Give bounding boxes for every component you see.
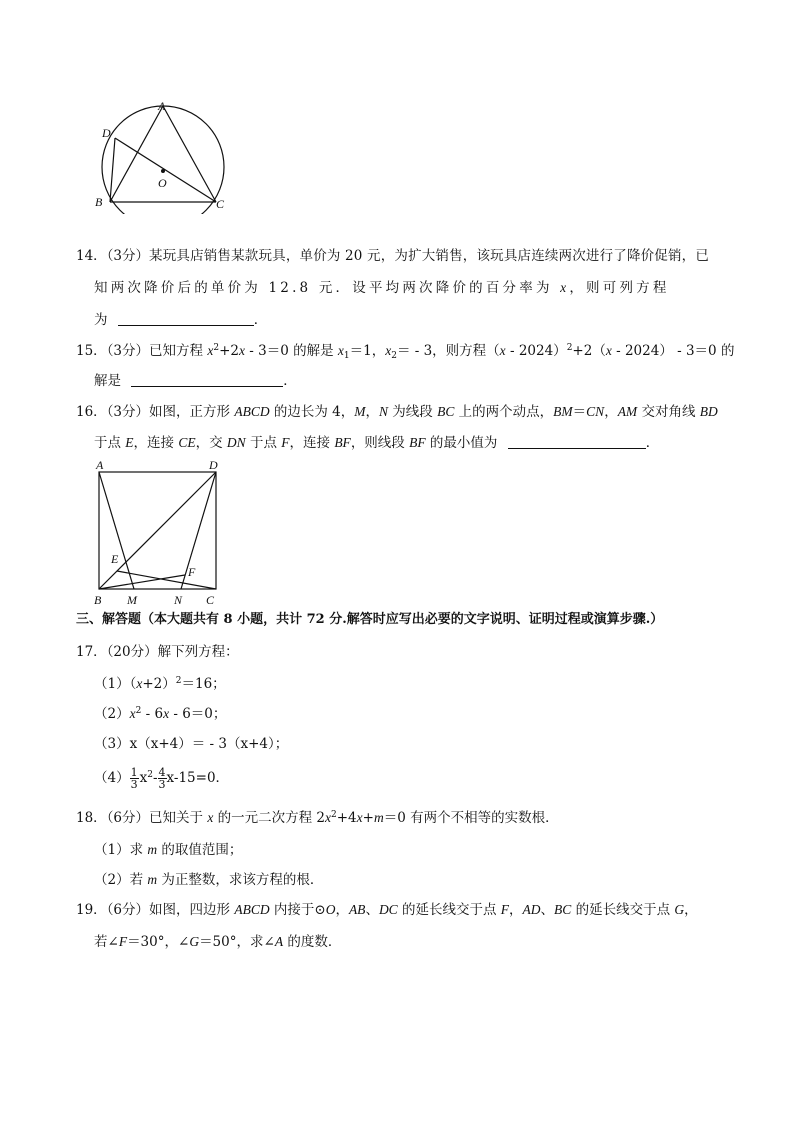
- q18-text: （1）求: [94, 842, 148, 858]
- fraction-denominator: 3: [158, 778, 166, 791]
- q19-text: ，: [335, 902, 349, 918]
- q19-text: 的延长线交于点: [397, 902, 501, 918]
- q17-text: -: [152, 770, 158, 786]
- q15-text: - 2024）: [505, 343, 567, 359]
- q19-var: AD: [522, 902, 541, 917]
- q19-var: G: [189, 934, 200, 949]
- q16-text: 的边长为 4，: [269, 404, 355, 420]
- fraction-numerator: 4: [158, 766, 166, 779]
- q16-var: M: [354, 404, 366, 419]
- q16-var: AM: [617, 404, 638, 419]
- q15-var: x: [385, 343, 392, 358]
- q19-var: DC: [378, 902, 398, 917]
- q19-text: 、: [365, 902, 379, 918]
- q14-line1: [76, 246, 709, 266]
- q18-var: x: [325, 810, 332, 825]
- q15-text: ＝ - 3，则方程（: [396, 343, 500, 359]
- q17-part2: [94, 704, 226, 724]
- q19-number: 19．: [76, 902, 107, 918]
- q14-number: 14．: [76, 248, 107, 264]
- q16-line2: [94, 433, 659, 453]
- q16-text: ，连接: [133, 435, 179, 451]
- q14-text-3: 为: [94, 312, 108, 328]
- q19-text: 的度数．: [283, 934, 342, 950]
- q19-var: BC: [554, 902, 572, 917]
- q18-var: m: [147, 842, 158, 857]
- q18-exp: 2: [331, 810, 337, 820]
- q19-var: F: [500, 902, 510, 917]
- q16-text: 于点: [94, 435, 126, 451]
- q16-text: 如图，正方形: [149, 404, 235, 420]
- q16-answer-blank[interactable]: [508, 434, 646, 449]
- fraction-one-third: [130, 767, 139, 790]
- q16-text: ，连接: [289, 435, 335, 451]
- q19-text: 若∠: [94, 934, 119, 950]
- q19-score: （6分）: [106, 902, 150, 918]
- q16-line1: [76, 402, 718, 422]
- q16-text: ＝: [572, 404, 587, 420]
- label-c: C: [206, 593, 215, 607]
- q17-part1: [94, 674, 226, 694]
- q15-text: - 3＝0 的解是: [244, 343, 338, 359]
- q17-exp: 2: [175, 676, 182, 686]
- fraction-numerator: 1: [130, 766, 138, 779]
- q15-text: ＝1，: [349, 343, 386, 359]
- q15-text: 已知方程: [149, 343, 208, 359]
- q14-line3: [94, 310, 267, 330]
- q17-var: x: [136, 676, 143, 691]
- q19-text: 如图，四边形: [149, 902, 235, 918]
- q16-number: 16．: [76, 404, 107, 420]
- q17-part4: [94, 764, 229, 792]
- label-f: F: [188, 565, 196, 579]
- label-n: N: [174, 593, 183, 607]
- q18-text: ＝0 有两个不相等的实数根．: [383, 810, 559, 826]
- q19-line2: [94, 932, 341, 952]
- q15-text: +2（: [572, 343, 606, 359]
- circle-figure: [88, 96, 236, 214]
- q18-text: （2）若: [94, 872, 148, 888]
- q17-title: 解下列方程：: [157, 644, 239, 660]
- q19-var: A: [274, 934, 284, 949]
- q18-score: （6分）: [106, 810, 150, 826]
- q15-var: x: [207, 343, 214, 358]
- q18-text: 的取值范围；: [157, 842, 243, 858]
- q19-var: ABCD: [234, 902, 270, 917]
- q18-text: 的一元二次方程: [213, 810, 317, 826]
- q16-score: （3分）: [106, 404, 150, 420]
- q15-exp: 2: [213, 343, 220, 353]
- q15-score: （3分）: [106, 343, 150, 359]
- q19-text: 的延长线交于点: [571, 902, 675, 918]
- q16-text: ，交: [195, 435, 227, 451]
- q16-text: 交对角线: [637, 404, 700, 420]
- section-heading: 三、解答题（本大题共有 8 小题，共计 72 分.解答时应写出必要的文字说明、证明过程或演算步骤.）: [76, 612, 664, 627]
- square-figure: [88, 455, 228, 607]
- q16-var: CN: [586, 404, 605, 419]
- q16-var: F: [281, 435, 290, 450]
- q19-text: ＝30°，∠: [127, 934, 190, 950]
- label-o: O: [158, 176, 167, 190]
- q16-var: BC: [437, 404, 455, 419]
- q17-text: - 6＝0；: [169, 706, 227, 722]
- q15-exp: 2: [566, 343, 573, 353]
- q17-line1: [76, 642, 239, 662]
- label-b: B: [95, 195, 103, 209]
- q16-var: DN: [226, 435, 246, 450]
- q17-exp: 2: [147, 770, 153, 780]
- q15-text: +2: [219, 343, 239, 359]
- q15-answer-blank[interactable]: [131, 372, 283, 387]
- label-b: B: [94, 593, 102, 607]
- q15-text-2: 解是: [94, 373, 121, 389]
- q18-text: +4: [336, 810, 357, 826]
- fraction-denominator: 3: [130, 778, 138, 791]
- q15-var: x: [337, 343, 344, 358]
- q14-text-1: 某玩具店销售某款玩具，单价为 20 元，为扩大销售，该玩具店连续两次进行了降价促销，已: [149, 248, 710, 264]
- q19-text: 内接于⊙: [269, 902, 326, 918]
- label-c: C: [216, 197, 225, 211]
- q18-text: 2: [316, 810, 326, 826]
- center-dot: [161, 169, 165, 173]
- q15-var: x: [238, 343, 245, 358]
- q17-part3: （3）x（x+4）＝ - 3（x+4）；: [94, 736, 289, 752]
- q16-period: ．: [645, 435, 660, 451]
- q19-var: F: [118, 934, 128, 949]
- q18-var: m: [373, 810, 384, 825]
- q19-text: 、: [540, 902, 555, 918]
- q18-var: x: [356, 810, 363, 825]
- q19-var: O: [325, 902, 336, 917]
- q17-text: （2）: [94, 706, 130, 722]
- label-a: A: [96, 458, 104, 472]
- fraction-four-thirds: [158, 767, 167, 790]
- q16-var: BM: [553, 404, 573, 419]
- q14-text-2-end: ，则可列方程: [569, 280, 670, 296]
- q17-text: （4）: [94, 770, 130, 786]
- label-d: D: [209, 458, 218, 472]
- q17-score: （20分）: [106, 644, 158, 660]
- q15-sub: 2: [391, 351, 397, 361]
- q19-text: ，: [509, 902, 523, 918]
- q19-text: ＝50°，求∠: [199, 934, 275, 950]
- q16-var: ABCD: [234, 404, 270, 419]
- q18-line1: [76, 808, 559, 828]
- q17-exp: 2: [135, 706, 142, 716]
- q16-text: ，则线段: [350, 435, 410, 451]
- q15-sub: 1: [343, 351, 350, 361]
- q18-part2: [94, 870, 323, 890]
- q14-text-2: 知两次降价后的单价为 12.8 元．设平均两次降价的百分率为: [94, 280, 561, 296]
- q18-var: m: [147, 872, 158, 887]
- label-m: M: [127, 593, 137, 607]
- q18-text: 为正整数，求该方程的根．: [157, 872, 324, 888]
- label-d: D: [102, 126, 111, 140]
- q15-text: - 2024） - 3＝0 的: [611, 343, 735, 359]
- q15-line2: [94, 371, 297, 391]
- q17-text: +2）: [142, 676, 176, 692]
- q17-var: x: [163, 706, 170, 721]
- q19-var: G: [674, 902, 685, 917]
- q16-var: BF: [409, 435, 426, 450]
- q16-text: 上的两个动点，: [454, 404, 554, 420]
- q18-var: x: [207, 810, 214, 825]
- q16-text: 的最小值为: [425, 435, 498, 451]
- q17-text: - 6: [141, 706, 164, 722]
- q15-number: 15．: [76, 343, 107, 359]
- q15-var: x: [605, 343, 612, 358]
- q15-line1: [76, 341, 734, 361]
- q17-var: x: [129, 706, 136, 721]
- q18-number: 18．: [76, 810, 107, 826]
- q15-var: x: [499, 343, 506, 358]
- q17-text: （1）（: [94, 676, 137, 692]
- q16-var: CE: [178, 435, 196, 450]
- q15-period: ．: [283, 373, 297, 389]
- q19-var: AB: [348, 902, 366, 917]
- q14-line2: [94, 278, 670, 298]
- q16-var: N: [379, 404, 389, 419]
- q16-var: BF: [334, 435, 351, 450]
- q14-var-x: x: [560, 280, 570, 295]
- q14-score: （3分）: [106, 248, 150, 264]
- q18-text: +: [362, 810, 374, 826]
- q19-line1: [76, 900, 698, 920]
- label-a: A: [158, 99, 166, 113]
- q16-var: BD: [699, 404, 718, 419]
- q16-text: 为线段: [388, 404, 438, 420]
- q17-text: x-15=0．: [166, 770, 230, 786]
- q17-number: 17．: [76, 644, 107, 660]
- q16-text: 于点: [245, 435, 282, 451]
- label-e: E: [111, 552, 119, 566]
- q18-part1: [94, 840, 242, 860]
- q14-answer-blank[interactable]: [118, 311, 254, 326]
- q17-var: x: [139, 770, 148, 786]
- q16-var: E: [125, 435, 134, 450]
- q16-text: ，: [604, 404, 618, 420]
- q19-text: ，: [684, 902, 698, 918]
- q16-text: ，: [365, 404, 379, 420]
- circle-o: [102, 106, 224, 214]
- q17-text: ＝16；: [181, 676, 226, 692]
- q14-period: ．: [253, 312, 268, 328]
- q18-text: 已知关于: [149, 810, 208, 826]
